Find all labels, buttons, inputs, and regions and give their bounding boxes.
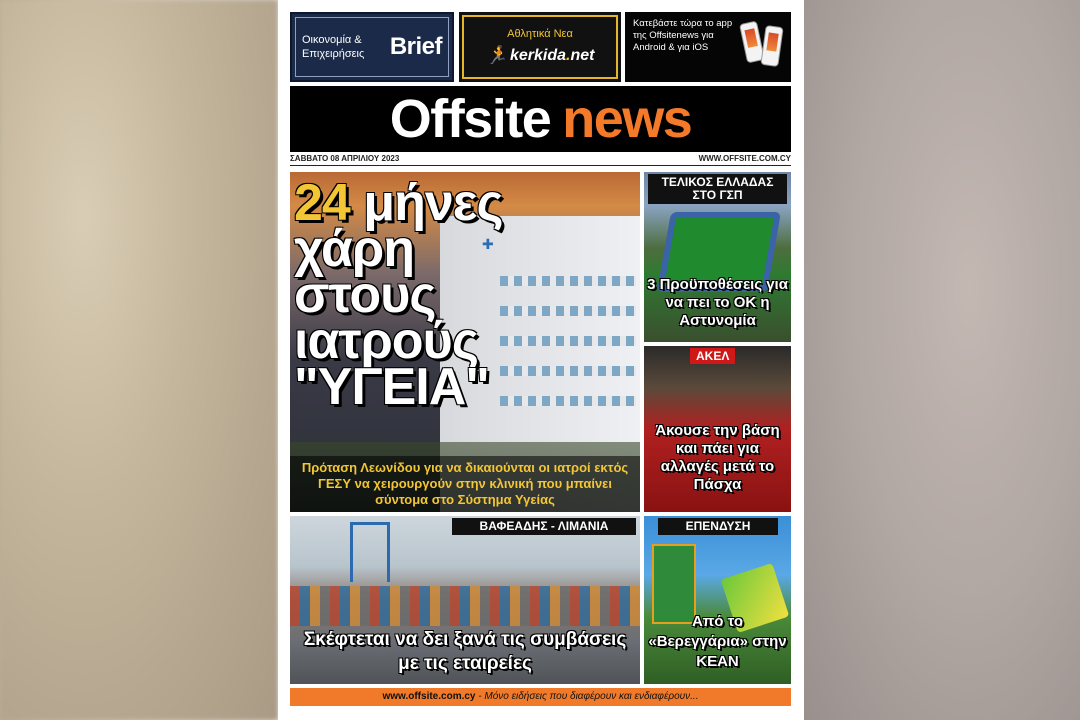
brief-banner[interactable]: [290, 12, 454, 82]
main-story[interactable]: [290, 172, 640, 512]
side-story-akel[interactable]: [644, 346, 791, 512]
phone-icon: [760, 25, 783, 67]
story-4-headline: Από το «Βερεγγάρια» στην ΚΕΑΝ: [648, 613, 787, 670]
masthead: [290, 86, 791, 152]
port-crane-photo: [350, 522, 390, 582]
dateline: [290, 154, 791, 166]
runner-icon: 🏃: [485, 45, 508, 65]
side-story-football[interactable]: [644, 172, 791, 342]
side-story-1-label: ΤΕΛΙΚΟΣ ΕΛΛΑΔΑΣ ΣΤΟ ΓΣΠ: [648, 174, 787, 204]
story-4-label: ΕΠΕΝΔΥΣΗ: [658, 518, 778, 535]
story-investment[interactable]: [644, 516, 791, 684]
main-headline: 24 μήνες χάρη στους ιατρούς "ΥΓΕΙΑ": [294, 174, 503, 416]
medical-cross-icon: ✚: [482, 236, 494, 252]
app-caption: Κατεβάστε τώρα το app της Offsitenews για Android & για iOS: [633, 18, 733, 53]
footer-site: www.offsite.com.cy: [382, 691, 476, 702]
brief-caption: Οικονομία & Επιχειρήσεις: [302, 34, 365, 60]
kerkida-banner[interactable]: [459, 12, 621, 82]
masthead-offsite: Offsite: [389, 89, 551, 149]
main-deck: Πρόταση Λεωνίδου για να δικαιούνται οι ιατροί εκτός ΓΕΣΥ να χειρουργούν στην κλινική που μπαίνει σύντομα στο Σύστημα Υγείας: [290, 456, 640, 512]
side-story-2-headline: Άκουσε την βάση και πάει για αλλαγές μετά το Πάσχα: [655, 422, 780, 493]
story-3-headline: Σκέφτεται να δει ξανά τις συμβάσεις με τις εταιρείες: [303, 629, 627, 674]
story-ports[interactable]: [290, 516, 640, 684]
footer-bar[interactable]: [290, 688, 791, 706]
kerkida-logo: 🏃 kerkida . net: [485, 45, 595, 65]
story-3-label: ΒΑΦΕΑΔΗΣ - ΛΙΜΑΝΙΑ: [452, 518, 636, 535]
app-download-banner[interactable]: [625, 12, 791, 82]
newspaper-front-page: [278, 0, 804, 720]
website-url: WWW.OFFSITE.COM.CY: [698, 154, 791, 163]
masthead-news: news: [562, 89, 692, 149]
kerkida-caption: Αθλητικά Νεα: [507, 28, 573, 40]
akel-tag: ΑΚΕΛ: [690, 348, 735, 364]
brief-logo: Brief: [389, 33, 442, 60]
issue-date: ΣΑΒΒΑΤΟ 08 ΑΠΡΙΛΙΟΥ 2023: [290, 154, 400, 163]
containers-photo: [290, 586, 640, 626]
blurred-background-left: [0, 0, 278, 720]
blurred-background-right: [804, 0, 1080, 720]
side-story-1-headline: 3 Προϋποθέσεις για να πει το ΟΚ η Αστυνομία: [647, 276, 788, 329]
footer-slogan: - Μόνο ειδήσεις που διαφέρουν και ενδιαφέρουν...: [475, 691, 699, 702]
